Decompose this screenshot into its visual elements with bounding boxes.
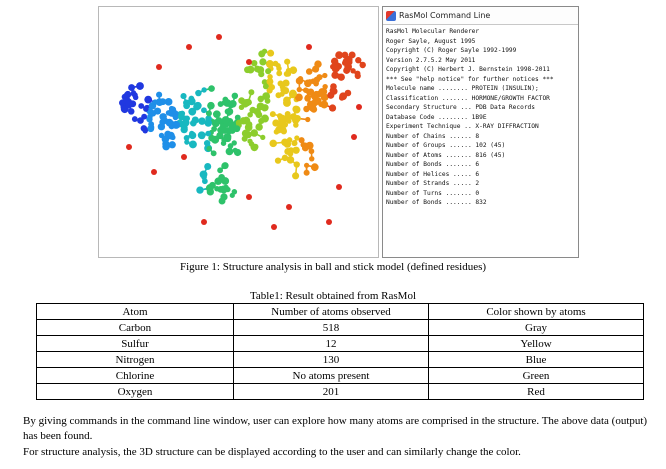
cell-atom: Carbon: [37, 320, 234, 336]
atom: [150, 110, 156, 116]
atom: [136, 82, 144, 90]
command-output-line: Secondary Structure ... PDB Data Records: [386, 104, 536, 111]
atom: [204, 163, 211, 170]
atom: [309, 156, 314, 161]
atom: [213, 110, 221, 118]
atom: [282, 155, 288, 161]
atom: [219, 198, 226, 205]
atom: [343, 58, 350, 65]
atom: [297, 87, 302, 92]
command-output-line: Version 2.7.5.2 May 2011: [386, 56, 476, 64]
atom: [205, 131, 211, 137]
atom: [202, 178, 208, 184]
oxygen-atom: [156, 64, 162, 70]
atom: [232, 93, 239, 100]
table-row: [37, 384, 644, 400]
atom: [211, 126, 217, 132]
atom: [128, 108, 135, 115]
atom: [267, 50, 274, 57]
atom: [233, 125, 240, 132]
command-output-line: Classification ....... HORMONE/GROWTH FACTOR: [386, 94, 550, 102]
header-atom: Atom: [37, 304, 234, 320]
atom: [314, 77, 321, 84]
atom: [330, 87, 337, 94]
atom: [229, 100, 237, 108]
atom: [275, 92, 281, 98]
oxygen-atom: [336, 184, 342, 190]
atom: [235, 115, 241, 121]
atom: [169, 141, 176, 148]
atom: [180, 93, 186, 99]
atom: [284, 59, 290, 65]
atom: [199, 134, 205, 140]
oxygen-atom: [246, 59, 252, 65]
command-output-line: Experiment Technique .. X-RAY DIFFRACTION: [386, 123, 539, 130]
command-output-line: Number of Strands ..... 2: [386, 180, 480, 187]
atom: [359, 62, 365, 68]
atom: [181, 126, 188, 133]
atom: [304, 170, 310, 176]
figure-caption: Figure 1: Structure analysis in ball and stick model (defined residues): [179, 261, 487, 273]
atom: [141, 125, 147, 131]
atom: [205, 119, 212, 126]
atom: [316, 91, 323, 98]
atom: [201, 107, 207, 113]
atom: [288, 147, 294, 153]
atom: [335, 51, 343, 59]
atom: [303, 87, 309, 93]
atom: [260, 135, 265, 140]
table-caption: Table1: Result obtained from RasMol: [249, 290, 417, 302]
ball-and-stick-model: [99, 7, 378, 257]
atom: [169, 106, 174, 111]
rasmol-app-icon: [386, 11, 396, 21]
atom: [226, 148, 234, 156]
atom: [350, 68, 355, 73]
oxygen-atom: [201, 219, 207, 225]
cell-count: 518: [234, 320, 429, 336]
command-output-line: Molecule name ........ PROTEIN (INSULIN);: [386, 85, 539, 92]
atom: [199, 119, 204, 124]
oxygen-atom: [216, 34, 222, 40]
table-row: [37, 336, 644, 352]
cell-atom: Sulfur: [37, 336, 234, 352]
command-output-line: *** See "help notice" for further notices ***: [386, 75, 554, 83]
atom: [355, 73, 361, 79]
atom: [305, 94, 310, 99]
atom: [305, 117, 310, 122]
atom: [349, 51, 356, 58]
command-output-line: Number of Bonds ....... 6: [386, 161, 480, 168]
atom: [245, 124, 253, 132]
atom: [320, 101, 328, 109]
atom: [184, 116, 190, 122]
atom: [314, 60, 321, 67]
atom: [272, 119, 279, 126]
atom: [261, 104, 268, 111]
atom: [331, 71, 338, 78]
command-window-titlebar: [383, 7, 578, 25]
atom: [220, 185, 228, 193]
atom: [211, 150, 217, 156]
atom: [267, 74, 273, 80]
oxygen-atom: [271, 224, 277, 230]
atom: [290, 113, 297, 120]
atom: [322, 84, 327, 89]
atom: [206, 146, 211, 151]
rasmol-command-window: [382, 6, 579, 258]
atom: [244, 66, 251, 73]
oxygen-atom: [356, 104, 362, 110]
atom: [215, 117, 222, 124]
table-row: [37, 352, 644, 368]
atom: [167, 132, 175, 140]
atom: [251, 60, 257, 66]
atom: [232, 140, 237, 145]
cell-count: 12: [234, 336, 429, 352]
oxygen-atom: [181, 154, 187, 160]
command-output-line: Number of Atoms ....... 816 (45): [386, 151, 506, 159]
atom: [266, 60, 274, 68]
atom: [178, 113, 185, 120]
atom: [280, 127, 287, 134]
results-table: [36, 303, 644, 400]
command-output-line: Copyright (C) Roger Sayle 1992-1999: [386, 47, 517, 54]
atom: [232, 189, 238, 195]
cell-color: Blue: [429, 352, 644, 368]
oxygen-atom: [326, 219, 332, 225]
command-output-line: Number of Groups ...... 102 (45): [386, 142, 506, 149]
atom: [276, 66, 281, 71]
oxygen-atom: [151, 169, 157, 175]
atom: [148, 121, 154, 127]
atom: [251, 129, 258, 136]
atom: [263, 84, 269, 90]
atom: [226, 108, 233, 115]
atom: [292, 172, 299, 179]
atom-layer: [119, 34, 366, 230]
header-color: Color shown by atoms: [429, 304, 644, 320]
cell-color: Red: [429, 384, 644, 400]
atom: [196, 187, 203, 194]
atom: [141, 114, 147, 120]
atom: [262, 92, 270, 100]
cell-atom: Nitrogen: [37, 352, 234, 368]
atom: [221, 163, 227, 169]
atom: [209, 182, 216, 189]
atom: [132, 116, 138, 122]
command-output-line: Copyright (C) Herbert J. Bernstein 1998-2011: [386, 66, 550, 73]
atom: [207, 102, 215, 110]
table-header-row: [37, 304, 644, 320]
atom: [184, 140, 189, 145]
atom: [248, 89, 254, 95]
atom: [292, 106, 299, 113]
atom: [249, 141, 255, 147]
atom: [311, 99, 318, 106]
atom: [189, 131, 194, 136]
atom: [152, 99, 158, 105]
body-paragraph: For structure analysis, the 3D structure can be displayed according to the user and can similarly change the color.: [23, 446, 521, 458]
cell-color: Gray: [429, 320, 644, 336]
atom: [143, 106, 148, 111]
atom: [219, 124, 226, 131]
atom: [255, 123, 262, 130]
atom: [201, 87, 206, 92]
atom: [173, 115, 179, 121]
atom: [283, 99, 291, 107]
atom: [273, 61, 279, 67]
atom: [156, 92, 162, 98]
atom: [222, 100, 227, 105]
command-output[interactable]: [383, 25, 578, 208]
atom: [284, 140, 292, 148]
cell-color: Green: [429, 368, 644, 384]
body-paragraph: By giving commands in the command line window, user can explore how many atoms are comprised in the structure. The above data (output) has been found.: [23, 415, 648, 442]
table-row: [37, 320, 644, 336]
atom: [291, 140, 297, 146]
atom: [194, 102, 202, 110]
atom: [282, 122, 288, 128]
cell-atom: Chlorine: [37, 368, 234, 384]
atom: [159, 113, 166, 120]
atom: [294, 161, 300, 167]
header-count: Number of atoms observed: [234, 304, 429, 320]
atom: [306, 68, 313, 75]
atom: [298, 76, 304, 82]
atom: [208, 85, 215, 92]
atom: [257, 66, 265, 74]
atom: [329, 104, 336, 111]
atom: [269, 140, 277, 148]
atom: [168, 120, 174, 126]
command-output-line: Number of Helices ..... 6: [386, 170, 480, 178]
atom: [289, 90, 297, 98]
atom: [183, 102, 190, 109]
oxygen-atom: [306, 44, 312, 50]
cell-count: No atoms present: [234, 368, 429, 384]
atom: [124, 91, 131, 98]
atom: [355, 57, 361, 63]
atom: [261, 115, 269, 123]
atom: [275, 157, 281, 163]
atom: [221, 141, 226, 146]
atom: [302, 142, 308, 148]
atom: [304, 163, 309, 168]
table-row: [37, 368, 644, 384]
atom: [159, 98, 166, 105]
atom: [285, 111, 291, 117]
atom: [331, 58, 338, 65]
atom: [294, 135, 299, 140]
command-output-line: Number of Chains ...... 8: [386, 132, 480, 140]
atom: [311, 163, 319, 171]
cell-atom: Oxygen: [37, 384, 234, 400]
atom: [206, 110, 212, 116]
oxygen-atom: [246, 194, 252, 200]
atom: [343, 67, 350, 74]
command-window-title: RasMol Command Line: [399, 11, 491, 20]
oxygen-atom: [286, 204, 292, 210]
cell-color: Yellow: [429, 336, 644, 352]
atom: [309, 148, 315, 154]
atom: [138, 103, 144, 109]
atom: [195, 90, 201, 96]
atom: [218, 174, 225, 181]
atom: [158, 123, 165, 130]
atom: [200, 171, 208, 179]
cell-count: 201: [234, 384, 429, 400]
cell-count: 130: [234, 352, 429, 368]
atom: [307, 79, 313, 85]
atom: [192, 117, 199, 124]
atom: [259, 58, 266, 65]
oxygen-atom: [126, 144, 132, 150]
atom: [282, 87, 289, 94]
atom: [276, 70, 282, 76]
atom: [129, 100, 136, 107]
atom: [242, 99, 250, 107]
atom: [285, 71, 291, 77]
command-output-line: Database Code ........ 1B9E: [386, 113, 487, 121]
atom: [207, 188, 214, 195]
atom: [262, 49, 267, 54]
oxygen-atom: [351, 134, 357, 140]
command-output-line: Roger Sayle, August 1995: [386, 37, 476, 45]
atom: [128, 84, 135, 91]
atom: [322, 73, 327, 78]
atom: [270, 111, 276, 117]
command-output-line: RasMol Molecular Renderer: [386, 28, 480, 35]
atom: [249, 107, 256, 114]
command-output-line: Number of Turns ....... 0: [386, 189, 480, 197]
molecule-render: [98, 6, 379, 258]
oxygen-atom: [186, 44, 192, 50]
atom: [242, 136, 248, 142]
atom: [277, 113, 283, 119]
atom: [265, 68, 271, 74]
atom: [339, 92, 347, 100]
atom: [332, 65, 339, 72]
atom: [233, 148, 238, 153]
atom: [189, 140, 197, 148]
atom: [224, 135, 231, 142]
command-output-line: Number of Bonds ....... 832: [386, 199, 487, 206]
atom: [282, 80, 289, 87]
